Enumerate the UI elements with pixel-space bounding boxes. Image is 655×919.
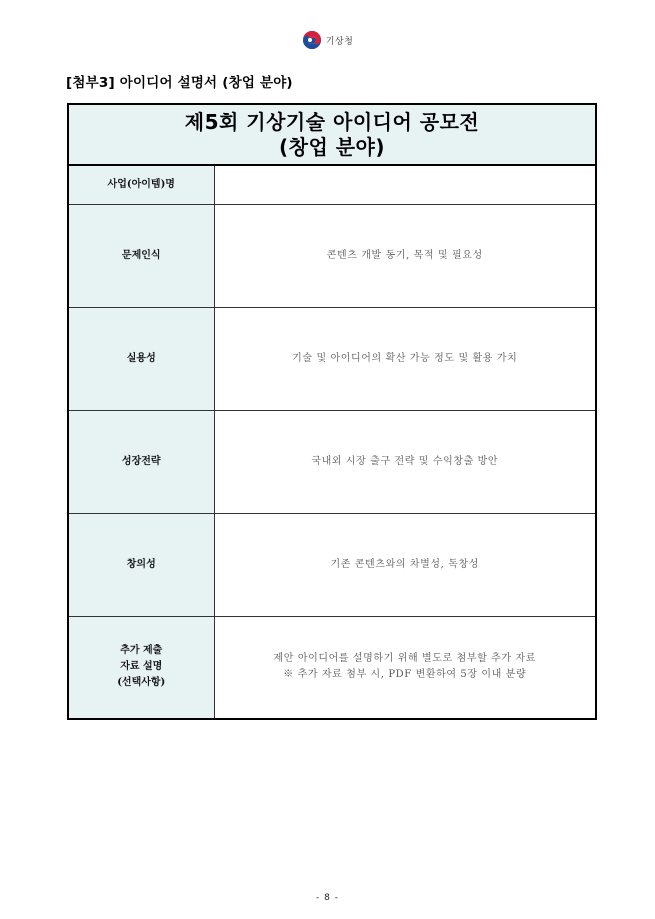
- form-title-row: [68, 104, 596, 165]
- input-problem-recognition[interactable]: 콘텐츠 개발 동기, 목적 및 필요성: [214, 204, 596, 307]
- label-creativity: 창의성: [68, 513, 214, 616]
- label-additional-materials: 추가 제출 자료 설명 (선택사항): [68, 616, 214, 719]
- input-business-name[interactable]: [214, 165, 596, 204]
- table-row-creativity: [68, 513, 596, 616]
- form-subtitle: (창업 분야): [278, 134, 386, 159]
- table-row-growth-strategy: [68, 410, 596, 513]
- label-problem-recognition: 문제인식: [68, 204, 214, 307]
- logo-text: 기상청: [325, 36, 354, 47]
- input-growth-strategy[interactable]: 국내외 시장 출구 전략 및 수익창출 방안: [214, 410, 596, 513]
- table-row-additional-materials: [68, 616, 596, 719]
- header-logo: [0, 30, 655, 50]
- form-title-cell: [68, 104, 596, 165]
- additional-materials-note: ※ 추가 자료 첨부 시, PDF 변환하여 5장 이내 분량: [283, 669, 527, 681]
- input-creativity[interactable]: 기존 콘텐츠와의 차별성, 독창성: [214, 513, 596, 616]
- label-business-name: 사업(아이템)명: [68, 165, 214, 204]
- table-row-business-name: [68, 165, 596, 204]
- form-title: 제5회 기상기술 아이디어 공모전: [184, 109, 480, 134]
- label-growth-strategy: 성장전략: [68, 410, 214, 513]
- idea-description-form: [67, 103, 597, 720]
- table-row-problem-recognition: [68, 204, 596, 307]
- input-additional-materials[interactable]: 제안 아이디어를 설명하기 위해 별도로 첨부할 추가 자료 ※ 추가 자료 첨부 시, PDF 변환하여 5장 이내 분량: [214, 616, 596, 719]
- label-practicality: 실용성: [68, 307, 214, 410]
- table-row-practicality: [68, 307, 596, 410]
- attachment-title: [첨부3] 아이디어 설명서 (창업 분야): [66, 75, 293, 91]
- kma-taegeuk-logo-icon: [302, 30, 322, 50]
- input-practicality[interactable]: 기술 및 아이디어의 확산 가능 정도 및 활용 가치: [214, 307, 596, 410]
- page-number: - 8 -: [316, 893, 339, 903]
